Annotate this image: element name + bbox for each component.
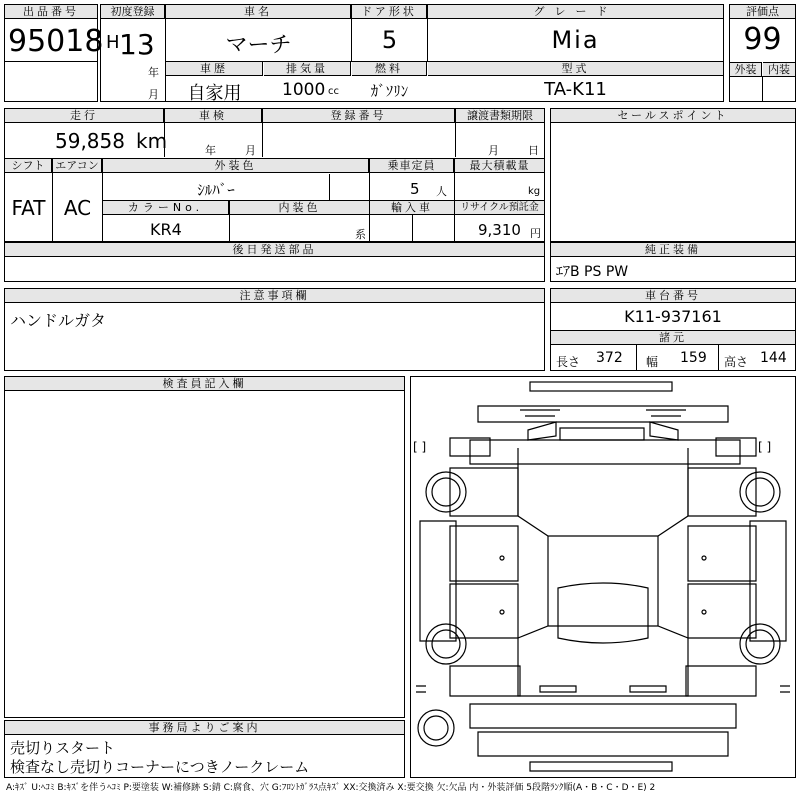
- ac-label: エアコン: [53, 159, 102, 173]
- exterior-color-label: 外装色: [103, 159, 369, 173]
- grade: Mia: [551, 26, 600, 54]
- height-label: 高さ: [724, 355, 749, 369]
- displacement: 1000: [282, 80, 326, 100]
- fuel-label: 燃料: [352, 62, 427, 76]
- inspector-label: 検査員記入欄: [5, 377, 404, 391]
- transfer-day-unit: 日: [528, 144, 539, 157]
- max-load-unit: kg: [528, 186, 541, 197]
- year-unit: 年: [148, 66, 159, 79]
- recycle-label: リサイクル預託金: [455, 201, 544, 215]
- right-bracket: [ ]: [758, 440, 772, 454]
- car-name-label: 車名: [166, 5, 351, 19]
- recycle-unit: 円: [530, 227, 541, 240]
- displacement-label: 排気量: [264, 62, 351, 76]
- doors-label: ドア形状: [352, 5, 427, 19]
- lot-label: 出品番号: [5, 5, 97, 19]
- dims-v2: [718, 345, 719, 370]
- reg-year: 13: [119, 28, 155, 61]
- equipment-label: 純正装備: [551, 243, 795, 257]
- color-no: KR4: [150, 220, 182, 239]
- legend: A:ｷｽﾞ U:ﾍｺﾐ B:ｷｽﾞを伴うﾍｺﾐ P:要塗装 W:補修跡 S:錆 C:腐食、穴 G:ﾌﾛﾝﾄｶﾞﾗｽ点ｷｽﾞ XX:交換済み X:要交換 欠:欠品 内・外装評価 5段階ﾗﾝｸ順(A・B・C・D・E) 2: [6, 783, 656, 793]
- notes-label: 注意事項欄: [5, 289, 544, 303]
- capacity-unit: 人: [436, 185, 447, 198]
- sales-point-label: セールスポイント: [551, 109, 795, 123]
- interior-color-unit: 系: [355, 228, 366, 241]
- lot-number: 95018: [8, 24, 104, 59]
- office-line-1: 売切りスタート: [10, 739, 116, 757]
- inspection-label: 車検: [165, 109, 262, 123]
- color-no-label: カラーNo.: [103, 201, 229, 215]
- sales-point-box: [550, 108, 796, 242]
- month-unit: 月: [148, 88, 159, 101]
- later-parts-label: 後日発送部品: [5, 243, 544, 257]
- equipment-value: ｴｱB PS PW: [556, 264, 629, 280]
- shift-divider: [52, 159, 53, 241]
- ac: AC: [63, 196, 92, 220]
- import-divider: [412, 215, 413, 241]
- dims-v1: [636, 345, 637, 370]
- grade-label: グレード: [428, 5, 723, 19]
- height-value: 144: [760, 350, 787, 366]
- lot-divider: [5, 61, 97, 62]
- recycle-amount: 9,310: [478, 221, 521, 239]
- details-v2: [262, 109, 263, 157]
- ext-color-inner: [329, 174, 330, 200]
- interior-color-label: 内装色: [230, 201, 369, 215]
- width-label: 幅: [646, 355, 659, 369]
- dims-label: 諸元: [551, 330, 795, 345]
- doors: 5: [381, 26, 398, 54]
- header-col-lines: [351, 5, 352, 61]
- history: 自家用: [187, 83, 242, 104]
- exterior-color: ｼﾙﾊﾞｰ: [197, 181, 235, 199]
- length-label: 長さ: [556, 355, 581, 369]
- score-label: 評価点: [730, 5, 795, 19]
- model: TA-K11: [544, 79, 607, 100]
- reg-label: 登録番号: [263, 109, 455, 123]
- score-mid: [762, 76, 763, 101]
- details-v3: [455, 109, 456, 157]
- car-diagram: [410, 376, 796, 778]
- fuel: ｶﾞｿﾘﾝ: [370, 82, 409, 100]
- mileage-unit: km: [136, 129, 168, 153]
- capacity: 5: [410, 180, 420, 198]
- chassis-label: 車台番号: [551, 289, 795, 303]
- details-v1: [164, 109, 165, 157]
- office-label: 事務局よりご案内: [5, 721, 404, 735]
- era: H: [106, 32, 120, 53]
- width-value: 159: [680, 350, 707, 366]
- model-label: 型式: [428, 62, 723, 76]
- header-col-lines2: [427, 5, 428, 61]
- score: 99: [743, 22, 782, 57]
- shift: FAT: [11, 196, 46, 220]
- displacement-unit: cc: [328, 86, 339, 97]
- chassis-value: K11-937161: [624, 307, 722, 326]
- max-load-label: 最大積載量: [455, 159, 544, 173]
- mileage-label: 走行: [5, 109, 164, 123]
- left-bracket: [ ]: [413, 440, 427, 454]
- office-line-2: 検査なし売切りコーナーにつきノークレーム: [10, 758, 310, 776]
- inspection-month-unit: 月: [245, 144, 256, 157]
- capacity-label: 乗車定員: [370, 159, 454, 173]
- history-label: 車歴: [166, 62, 263, 76]
- inspection-year-unit: 年: [205, 144, 216, 157]
- mileage: 59,858: [55, 129, 125, 153]
- length-value: 372: [596, 350, 623, 366]
- inspector-box: [4, 376, 405, 718]
- transfer-month-unit: 月: [488, 144, 499, 157]
- interior-label: 内装: [763, 62, 795, 77]
- shift-label: シフト: [5, 159, 52, 173]
- exterior-label: 外装: [730, 62, 762, 77]
- notes-value: ハンドルガタ: [10, 311, 107, 330]
- car-name: マーチ: [225, 33, 292, 58]
- transfer-label: 譲渡書類期限: [456, 109, 544, 123]
- import-label: 輸入車: [370, 201, 454, 215]
- first-reg-label: 初度登録: [101, 5, 165, 19]
